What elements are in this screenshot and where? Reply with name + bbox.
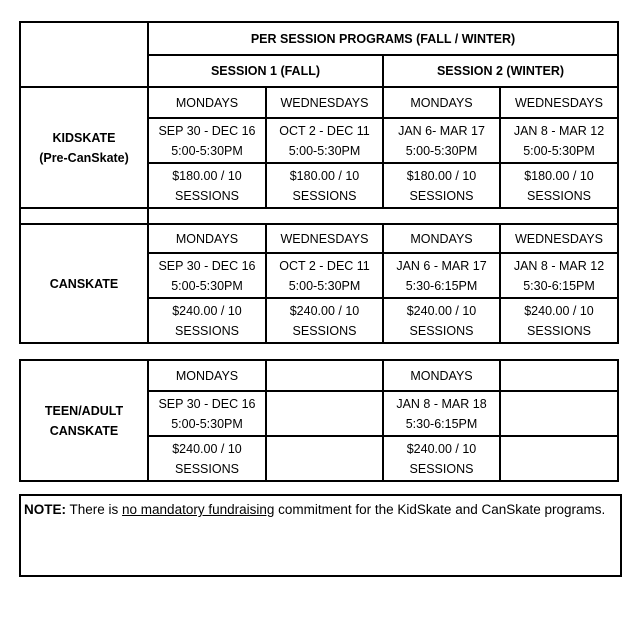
date-time-cell [383,253,500,298]
kidskate-label [20,87,148,208]
price-cell [266,298,383,343]
day-cell: WEDNESDAYS [500,224,618,253]
day-cell: MONDAYS [383,224,500,253]
kidskate-name: KIDSKATE [52,130,116,145]
date-time-cell [500,253,618,298]
time-range: 5:00-5:30PM [523,143,595,158]
price-cell [148,163,266,208]
time-range: 5:30-6:15PM [523,278,595,293]
day-cell: MONDAYS [148,87,266,118]
day-cell: WEDNESDAYS [266,87,383,118]
sessions-label: SESSIONS [527,188,591,203]
date-time-cell [148,253,266,298]
date-time-cell [500,118,618,163]
spacer-cell [20,208,148,224]
date-range: JAN 8 - MAR 12 [513,258,605,273]
price-cell [148,298,266,343]
price: $240.00 / 10 [289,303,360,318]
date-range: JAN 8 - MAR 12 [513,123,605,138]
note-box [19,494,622,577]
date-time-cell [148,118,266,163]
price: $240.00 / 10 [172,441,242,456]
price-cell [383,163,500,208]
date-range: OCT 2 - DEC 11 [279,258,370,273]
price-cell [500,298,618,343]
date-range: OCT 2 - DEC 11 [279,123,370,138]
sessions-label: SESSIONS [409,323,474,338]
date-range: JAN 6 - MAR 17 [396,258,487,273]
date-range: SEP 30 - DEC 16 [158,396,256,411]
price: $240.00 / 10 [406,441,477,456]
price-cell [383,298,500,343]
day-cell: MONDAYS [383,87,500,118]
teen-adult-subname: CANSKATE [49,423,119,438]
date-time-cell [266,253,383,298]
sessions-label: SESSIONS [175,461,239,476]
sessions-label: SESSIONS [292,323,357,338]
empty-cell [266,391,383,436]
price: $180.00 / 10 [406,168,477,183]
note-label: NOTE: [24,502,66,517]
day-cell: WEDNESDAYS [266,224,383,253]
time-range: 5:30-6:15PM [405,278,478,293]
date-range: JAN 8 - MAR 18 [396,396,487,411]
canskate-label: CANSKATE [20,224,148,343]
session1-header: SESSION 1 (FALL) [148,55,383,87]
price-cell [500,163,618,208]
day-cell: MONDAYS [148,224,266,253]
price-cell [383,436,500,481]
note-text: There is [66,502,123,517]
sessions-label: SESSIONS [409,188,474,203]
note-underlined: no mandatory fundraising [122,502,275,517]
session2-header: SESSION 2 (WINTER) [383,55,618,87]
empty-cell [500,436,618,481]
price: $180.00 / 10 [524,168,594,183]
sessions-label: SESSIONS [175,188,239,203]
main-title: PER SESSION PROGRAMS (FALL / WINTER) [148,22,618,55]
date-range: SEP 30 - DEC 16 [158,123,256,138]
date-time-cell [266,118,383,163]
empty-cell [500,360,618,391]
date-time-cell [383,391,500,436]
teen-adult-label [20,360,148,481]
sessions-label: SESSIONS [175,323,239,338]
time-range: 5:00-5:30PM [288,278,361,293]
date-time-cell [383,118,500,163]
date-range: SEP 30 - DEC 16 [158,258,256,273]
time-range: 5:00-5:30PM [288,143,361,158]
time-range: 5:00-5:30PM [171,278,243,293]
spacer-cell [148,208,618,224]
time-range: 5:00-5:30PM [405,143,478,158]
price: $240.00 / 10 [172,303,242,318]
corner-cell [20,22,148,87]
price: $240.00 / 10 [524,303,594,318]
time-range: 5:00-5:30PM [171,416,243,431]
price-cell [148,436,266,481]
empty-cell [266,360,383,391]
date-time-cell [148,391,266,436]
price: $180.00 / 10 [172,168,242,183]
price: $180.00 / 10 [289,168,360,183]
empty-cell [500,391,618,436]
sessions-label: SESSIONS [527,323,591,338]
price: $240.00 / 10 [406,303,477,318]
empty-cell [266,436,383,481]
price-cell [266,163,383,208]
schedule-table [19,21,619,344]
sessions-label: SESSIONS [292,188,357,203]
teen-adult-table [19,359,619,482]
day-cell: WEDNESDAYS [500,87,618,118]
time-range: 5:00-5:30PM [171,143,243,158]
kidskate-subname: (Pre-CanSkate) [39,150,129,165]
day-cell: MONDAYS [383,360,500,391]
teen-adult-name: TEEN/ADULT [44,403,124,418]
sessions-label: SESSIONS [409,461,474,476]
time-range: 5:30-6:15PM [405,416,478,431]
day-cell: MONDAYS [148,360,266,391]
note-text-end: commitment for the KidSkate and CanSkate programs. [274,502,606,517]
date-range: JAN 6- MAR 17 [398,123,485,138]
